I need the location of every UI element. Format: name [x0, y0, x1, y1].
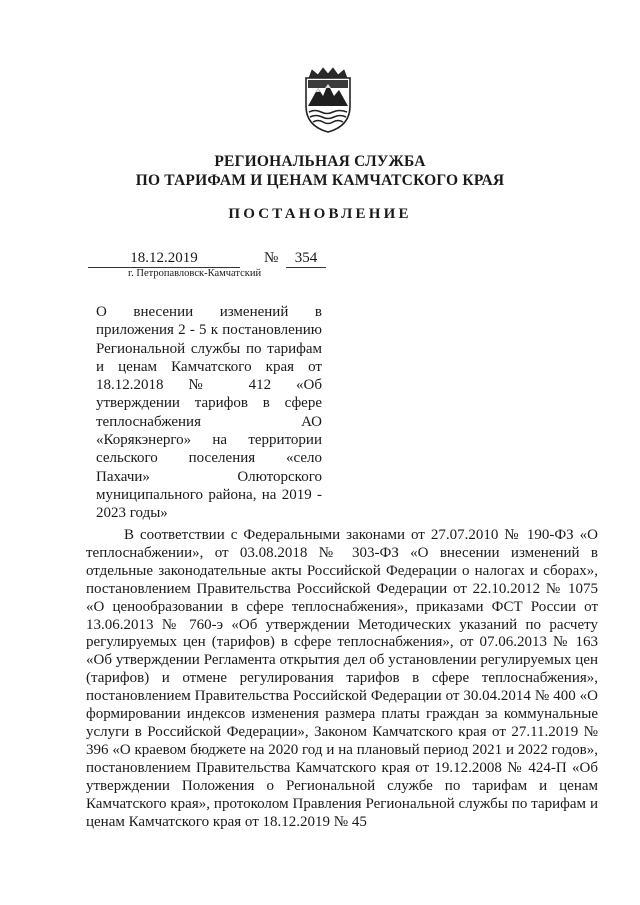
org-name-line2: ПО ТАРИФАМ И ЦЕНАМ КАМЧАТСКОГО КРАЯ [135, 172, 505, 189]
document-date: 18.12.2019 [88, 250, 240, 268]
number-sign: № [264, 250, 279, 266]
preamble-paragraph: В соответствии с Федеральными законами от 27.07.2010 № 190-ФЗ «О теплоснабжении», от 03.08.2018 № 303-ФЗ «О внесении изменений в отдельные законодательные акты Российской Федерации о налогах и сборах», постановлением Правительства Российской Федерации от 22.10.2012 № 1075 «О ценообразовании в сфере теплоснабжения», приказами ФСТ России от 13.06.2013 № 760-э «Об утверждении Методических указаний по расчету регулируемых цен (тарифов) в сфере теплоснабжения», от 07.06.2013 № 163 «Об утверждении Регламента открытия дел об установлении регулируемых цен (тарифов) и отмене регулирования тарифов в сфере теплоснабжения», постановлением Правительства Российской Федерации от 30.04.2014 № 400 «О формировании индексов изменения размера платы граждан за коммунальные услуги в Российской Федерации», Законом Камчатского края от 27.11.2019 № 396 «О краевом бюджете на 2020 год и на плановый период 2021 и 2022 годов», постановлением Правительства Камчатского края от 19.12.2008 № 424-П «Об утверждении Положения о Региональной службе по тарифам и ценам Камчатского края», протоколом Правления Региональной службы по тарифам и ценам Камчатского края от 18.12.2019 № 45 [86, 527, 598, 830]
kamchatka-coat-of-arms-icon [303, 66, 353, 134]
document-number: 354 [286, 250, 326, 268]
org-name-line1: РЕГИОНАЛЬНАЯ СЛУЖБА [214, 153, 426, 170]
city-name: г. Петропавловск-Камчатский [128, 268, 262, 279]
document-subject: О внесении изменений в приложения 2 - 5 к постановлению Региональной службы по тарифам и ценам Камчатского края от 18.12.2018 № 412 «Об утверждении тарифов в сфере теплоснабжения АО «Корякэнерго» на территории сельского поселения «село Пахачи» Олюторского муниципального района, на 2019 - 2023 годы» [96, 304, 322, 522]
document-type-title: ПОСТАНОВЛЕНИЕ [228, 206, 412, 222]
